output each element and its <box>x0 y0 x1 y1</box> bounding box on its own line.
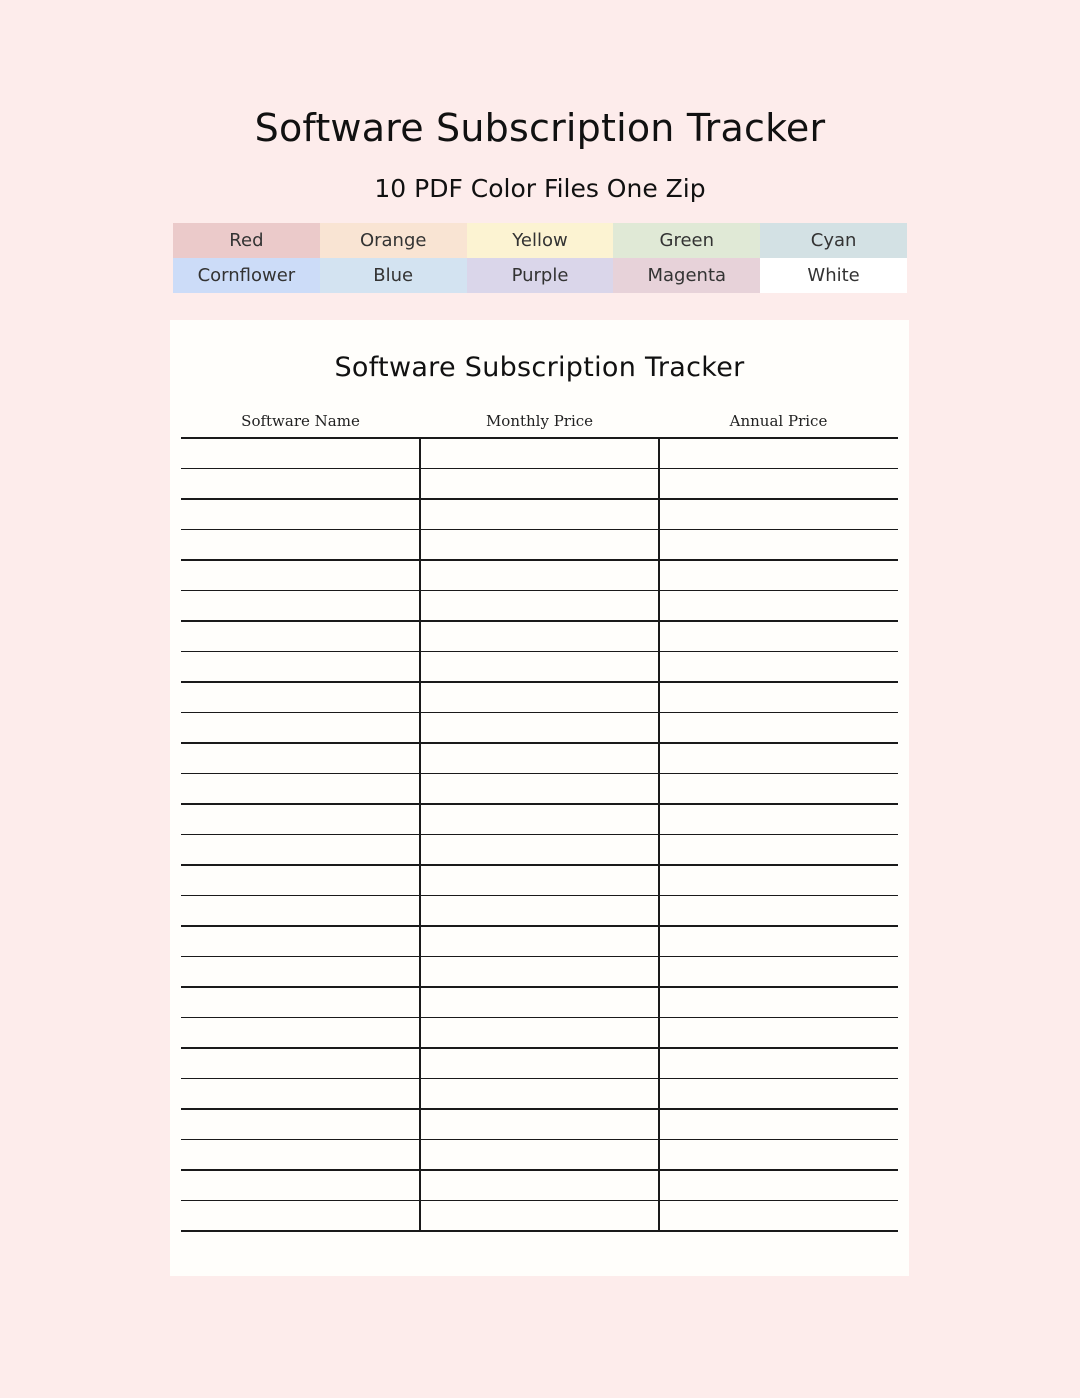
swatch-cyan: Cyan <box>760 223 907 258</box>
row-line <box>181 651 898 653</box>
row-line <box>181 712 898 714</box>
row-line <box>181 590 898 592</box>
swatch-red: Red <box>173 223 320 258</box>
row-line <box>181 895 898 897</box>
swatch-orange: Orange <box>320 223 467 258</box>
column-divider <box>419 437 421 1232</box>
row-line <box>181 1230 898 1232</box>
row-line <box>181 559 898 561</box>
swatch-cornflower: Cornflower <box>173 258 320 293</box>
row-line <box>181 956 898 958</box>
row-line <box>181 1108 898 1110</box>
column-header-annual-price: Annual Price <box>729 412 828 430</box>
row-line <box>181 742 898 744</box>
page-title: Software Subscription Tracker <box>254 106 826 150</box>
tracker-title: Software Subscription Tracker <box>334 352 745 383</box>
row-line <box>181 498 898 500</box>
row-line <box>181 620 898 622</box>
row-line <box>181 437 898 439</box>
row-line <box>181 1169 898 1171</box>
row-line <box>181 1047 898 1049</box>
row-line <box>181 529 898 531</box>
swatch-blue: Blue <box>320 258 467 293</box>
color-swatch-grid <box>173 223 907 293</box>
tracker-preview-card <box>170 320 909 1276</box>
row-line <box>181 468 898 470</box>
swatch-purple: Purple <box>467 258 614 293</box>
column-header-software-name: Software Name <box>241 412 360 430</box>
swatch-white: White <box>760 258 907 293</box>
row-line <box>181 1017 898 1019</box>
page-subtitle: 10 PDF Color Files One Zip <box>374 174 706 203</box>
row-line <box>181 1078 898 1080</box>
row-line <box>181 864 898 866</box>
row-line <box>181 681 898 683</box>
swatch-green: Green <box>613 223 760 258</box>
column-header-monthly-price: Monthly Price <box>485 412 594 430</box>
column-divider <box>658 437 660 1232</box>
row-line <box>181 1200 898 1202</box>
row-line <box>181 925 898 927</box>
row-line <box>181 773 898 775</box>
row-line <box>181 1139 898 1141</box>
row-line <box>181 803 898 805</box>
swatch-yellow: Yellow <box>467 223 614 258</box>
row-line <box>181 986 898 988</box>
row-line <box>181 834 898 836</box>
swatch-magenta: Magenta <box>613 258 760 293</box>
